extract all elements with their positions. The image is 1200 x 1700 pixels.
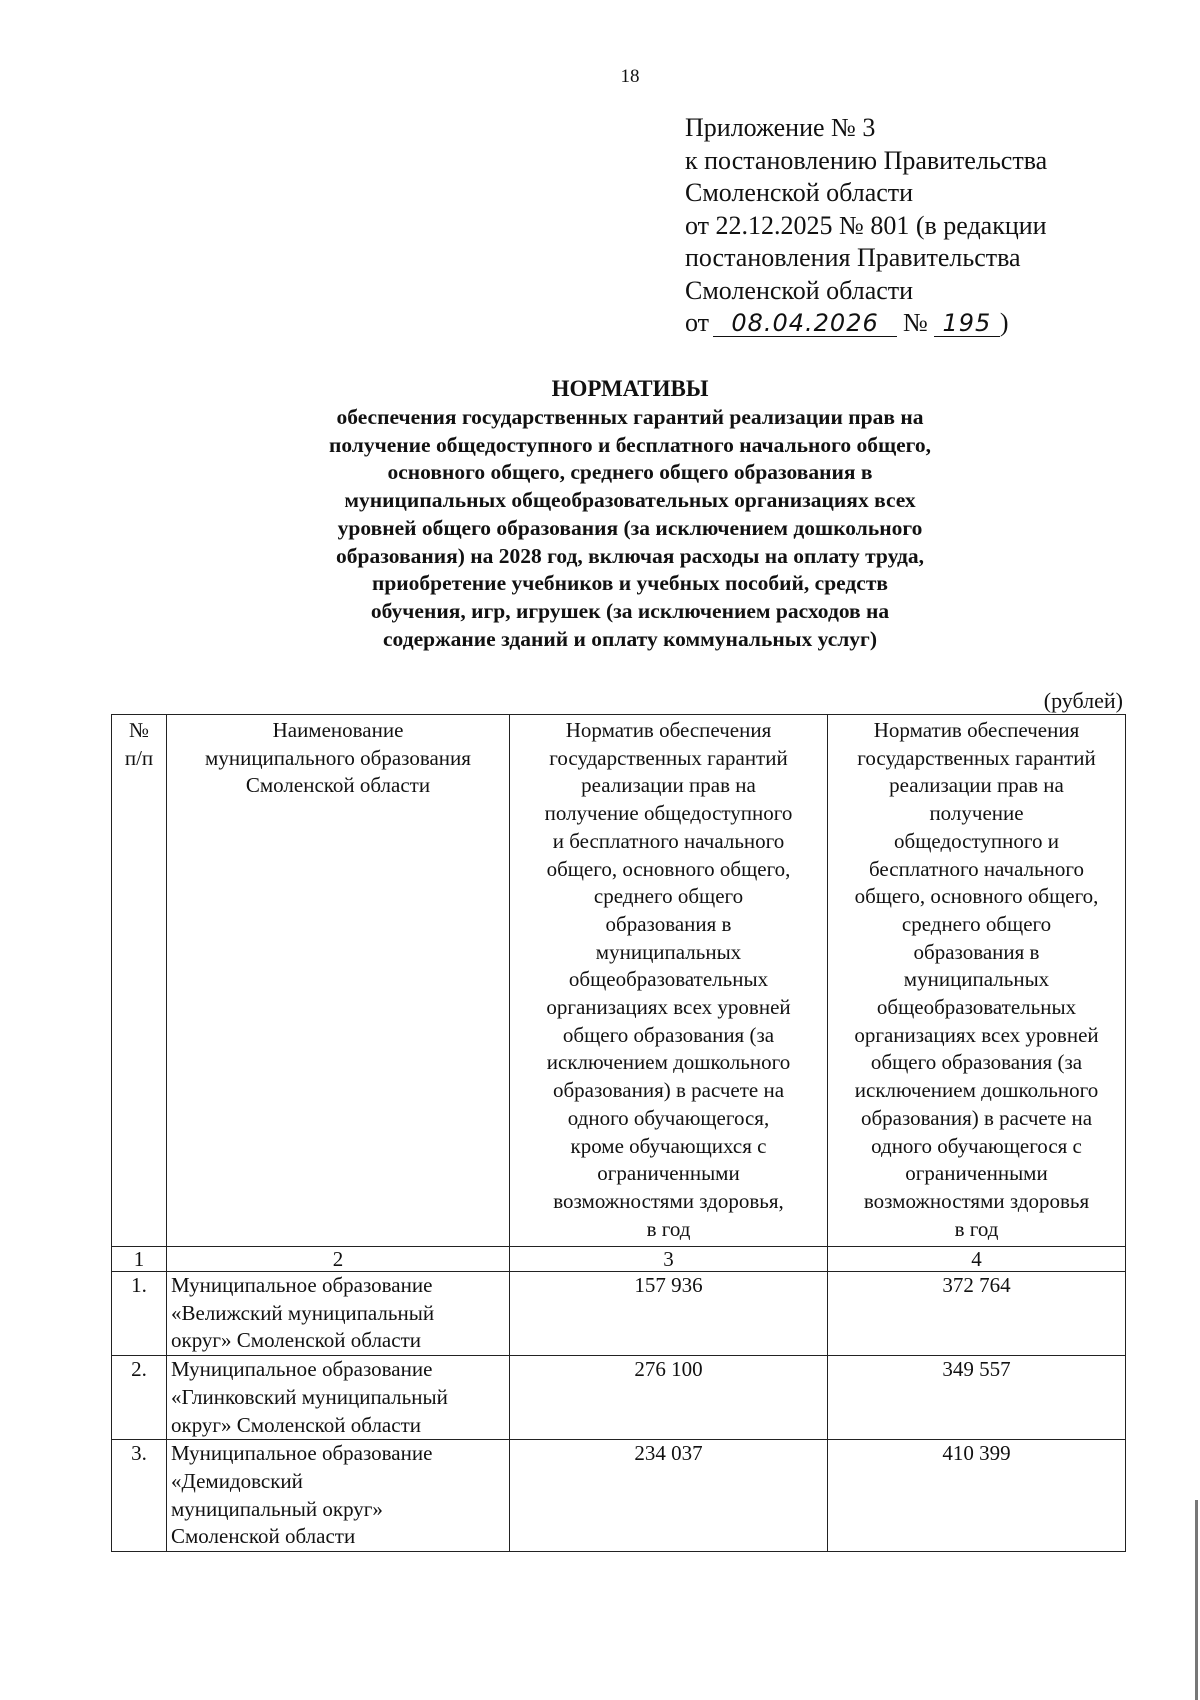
date-prefix: от bbox=[685, 308, 710, 337]
document-heading bbox=[220, 374, 1040, 653]
cell-line: общего, основного общего, bbox=[546, 856, 791, 881]
document-title: НОРМАТИВЫ bbox=[551, 376, 709, 401]
header-norm-general bbox=[510, 715, 828, 1247]
cell-line: общего, основного общего, bbox=[854, 884, 1099, 909]
column-number: 3 bbox=[510, 1247, 828, 1272]
cell-line: и бесплатного начального bbox=[552, 828, 785, 853]
cell-line: государственных гарантий bbox=[857, 745, 1096, 770]
cell-line: возможностями здоровья, bbox=[553, 1188, 784, 1213]
column-number: 4 bbox=[828, 1247, 1126, 1272]
cell-line: п/п bbox=[124, 745, 154, 770]
subtitle-line: получение общедоступного и бесплатного начального общего, bbox=[328, 432, 932, 457]
cell-line: ограниченными bbox=[597, 1161, 740, 1186]
norm-disabilities-value: 349 557 bbox=[828, 1356, 1126, 1440]
cell-line: в год bbox=[954, 1216, 999, 1241]
cell-line: муниципальный округ» bbox=[171, 1496, 383, 1521]
norms-table bbox=[111, 714, 1126, 1552]
cell-line: образования в bbox=[605, 911, 732, 936]
appendix-line: от 22.12.2025 № 801 (в редакции bbox=[685, 210, 1047, 240]
cell-line: государственных гарантий bbox=[549, 745, 788, 770]
cell-line: реализации прав на bbox=[889, 773, 1064, 798]
cell-line: одного обучающегося, bbox=[567, 1105, 770, 1130]
cell-line: Наименование bbox=[272, 718, 404, 742]
closing-paren: ) bbox=[999, 308, 1009, 337]
municipality-name bbox=[167, 1440, 510, 1552]
column-number-row bbox=[112, 1247, 1126, 1272]
cell-line: общеобразовательных bbox=[876, 995, 1077, 1020]
header-number bbox=[112, 715, 167, 1247]
appendix-date-line bbox=[685, 307, 1165, 340]
cell-line: ограниченными bbox=[905, 1161, 1048, 1186]
cell-line: общедоступного и bbox=[894, 828, 1059, 853]
cell-line: исключением дошкольного bbox=[854, 1078, 1099, 1103]
subtitle-line: приобретение учебников и учебных пособий, средств bbox=[371, 571, 889, 596]
cell-line: округ» Смоленской области bbox=[171, 1412, 421, 1437]
subtitle-line: образования) на 2028 год, включая расходы на оплату труда, bbox=[336, 543, 924, 568]
unit-label: (рублей) bbox=[1043, 688, 1123, 713]
subtitle-line: обучения, игр, игрушек (за исключением расходов на bbox=[370, 598, 890, 623]
cell-line: муниципального образования bbox=[205, 745, 471, 770]
cell-line: образования) в расчете на bbox=[552, 1078, 785, 1103]
cell-line: «Глинковский муниципальный bbox=[171, 1384, 448, 1409]
cell-line: Норматив обеспечения bbox=[565, 718, 772, 742]
cell-line: общеобразовательных bbox=[568, 967, 769, 992]
handwritten-date: 08.04.2026 bbox=[713, 310, 897, 337]
cell-line: «Демидовский bbox=[171, 1468, 303, 1493]
cell-line: Норматив обеспечения bbox=[873, 718, 1080, 742]
table-row bbox=[112, 1440, 1126, 1552]
appendix-block bbox=[685, 112, 1165, 340]
row-number: 3. bbox=[112, 1440, 167, 1552]
number-label: № bbox=[903, 308, 928, 337]
column-number: 2 bbox=[167, 1247, 510, 1272]
appendix-line: Смоленской области bbox=[685, 178, 914, 207]
page-number: 18 bbox=[620, 66, 640, 87]
subtitle-line: муниципальных общеобразовательных организациях всех bbox=[344, 488, 916, 513]
cell-line: одного обучающегося с bbox=[871, 1133, 1082, 1158]
appendix-line: Смоленской области bbox=[685, 275, 914, 305]
column-number: 1 bbox=[112, 1247, 167, 1272]
cell-line: организациях всех уровней bbox=[546, 995, 791, 1020]
cell-line: № bbox=[128, 718, 150, 742]
appendix-line: к постановлению Правительства bbox=[685, 145, 1048, 175]
cell-line: муниципальных bbox=[903, 967, 1050, 992]
table-row bbox=[112, 1356, 1126, 1440]
header-norm-disabilities bbox=[828, 715, 1126, 1247]
cell-line: общего образования (за bbox=[562, 1022, 775, 1047]
table-header-row bbox=[112, 715, 1126, 1247]
norm-general-value: 276 100 bbox=[510, 1356, 828, 1440]
cell-line: Смоленской области bbox=[245, 773, 431, 798]
cell-line: получение bbox=[929, 801, 1024, 826]
row-number: 1. bbox=[112, 1272, 167, 1356]
subtitle-line: обеспечения государственных гарантий реализации прав на bbox=[336, 405, 924, 429]
cell-line: в год bbox=[646, 1216, 691, 1241]
subtitle-line: основного общего, среднего общего образования в bbox=[387, 460, 873, 485]
cell-line: муниципальных bbox=[595, 939, 742, 964]
norm-disabilities-value: 372 764 bbox=[828, 1272, 1126, 1356]
subtitle-line: уровней общего образования (за исключением дошкольного bbox=[337, 515, 923, 540]
cell-line: среднего общего bbox=[901, 911, 1052, 936]
appendix-line: Приложение № 3 bbox=[685, 113, 876, 142]
cell-line: бесплатного начального bbox=[869, 856, 1084, 881]
cell-line: Муниципальное образование bbox=[171, 1357, 433, 1382]
municipality-name bbox=[167, 1356, 510, 1440]
norm-general-value: 157 936 bbox=[510, 1272, 828, 1356]
cell-line: возможностями здоровья bbox=[863, 1188, 1090, 1213]
norm-general-value: 234 037 bbox=[510, 1440, 828, 1552]
row-number: 2. bbox=[112, 1356, 167, 1440]
cell-line: реализации прав на bbox=[581, 773, 756, 798]
cell-line: общего образования (за bbox=[870, 1050, 1083, 1075]
document-subtitle bbox=[220, 404, 1040, 653]
header-municipality-name bbox=[167, 715, 510, 1247]
scan-edge-mark bbox=[1195, 1500, 1198, 1700]
cell-line: Муниципальное образование bbox=[171, 1273, 433, 1297]
handwritten-number: 195 bbox=[934, 310, 1000, 337]
cell-line: округ» Смоленской области bbox=[171, 1328, 421, 1353]
table-row bbox=[112, 1272, 1126, 1356]
subtitle-line: содержание зданий и оплату коммунальных услуг) bbox=[383, 626, 877, 651]
cell-line: кроме обучающихся с bbox=[570, 1133, 767, 1158]
municipality-name bbox=[167, 1272, 510, 1356]
cell-line: исключением дошкольного bbox=[546, 1050, 791, 1075]
cell-line: среднего общего bbox=[593, 884, 744, 909]
norm-disabilities-value: 410 399 bbox=[828, 1440, 1126, 1552]
cell-line: образования в bbox=[913, 939, 1040, 964]
cell-line: Муниципальное образование bbox=[171, 1441, 433, 1466]
cell-line: образования) в расчете на bbox=[860, 1105, 1093, 1130]
cell-line: «Велижский муниципальный bbox=[171, 1300, 435, 1325]
cell-line: организациях всех уровней bbox=[854, 1022, 1099, 1047]
cell-line: Смоленской области bbox=[171, 1524, 356, 1549]
cell-line: получение общедоступного bbox=[544, 801, 793, 826]
appendix-line: постановления Правительства bbox=[685, 243, 1021, 272]
